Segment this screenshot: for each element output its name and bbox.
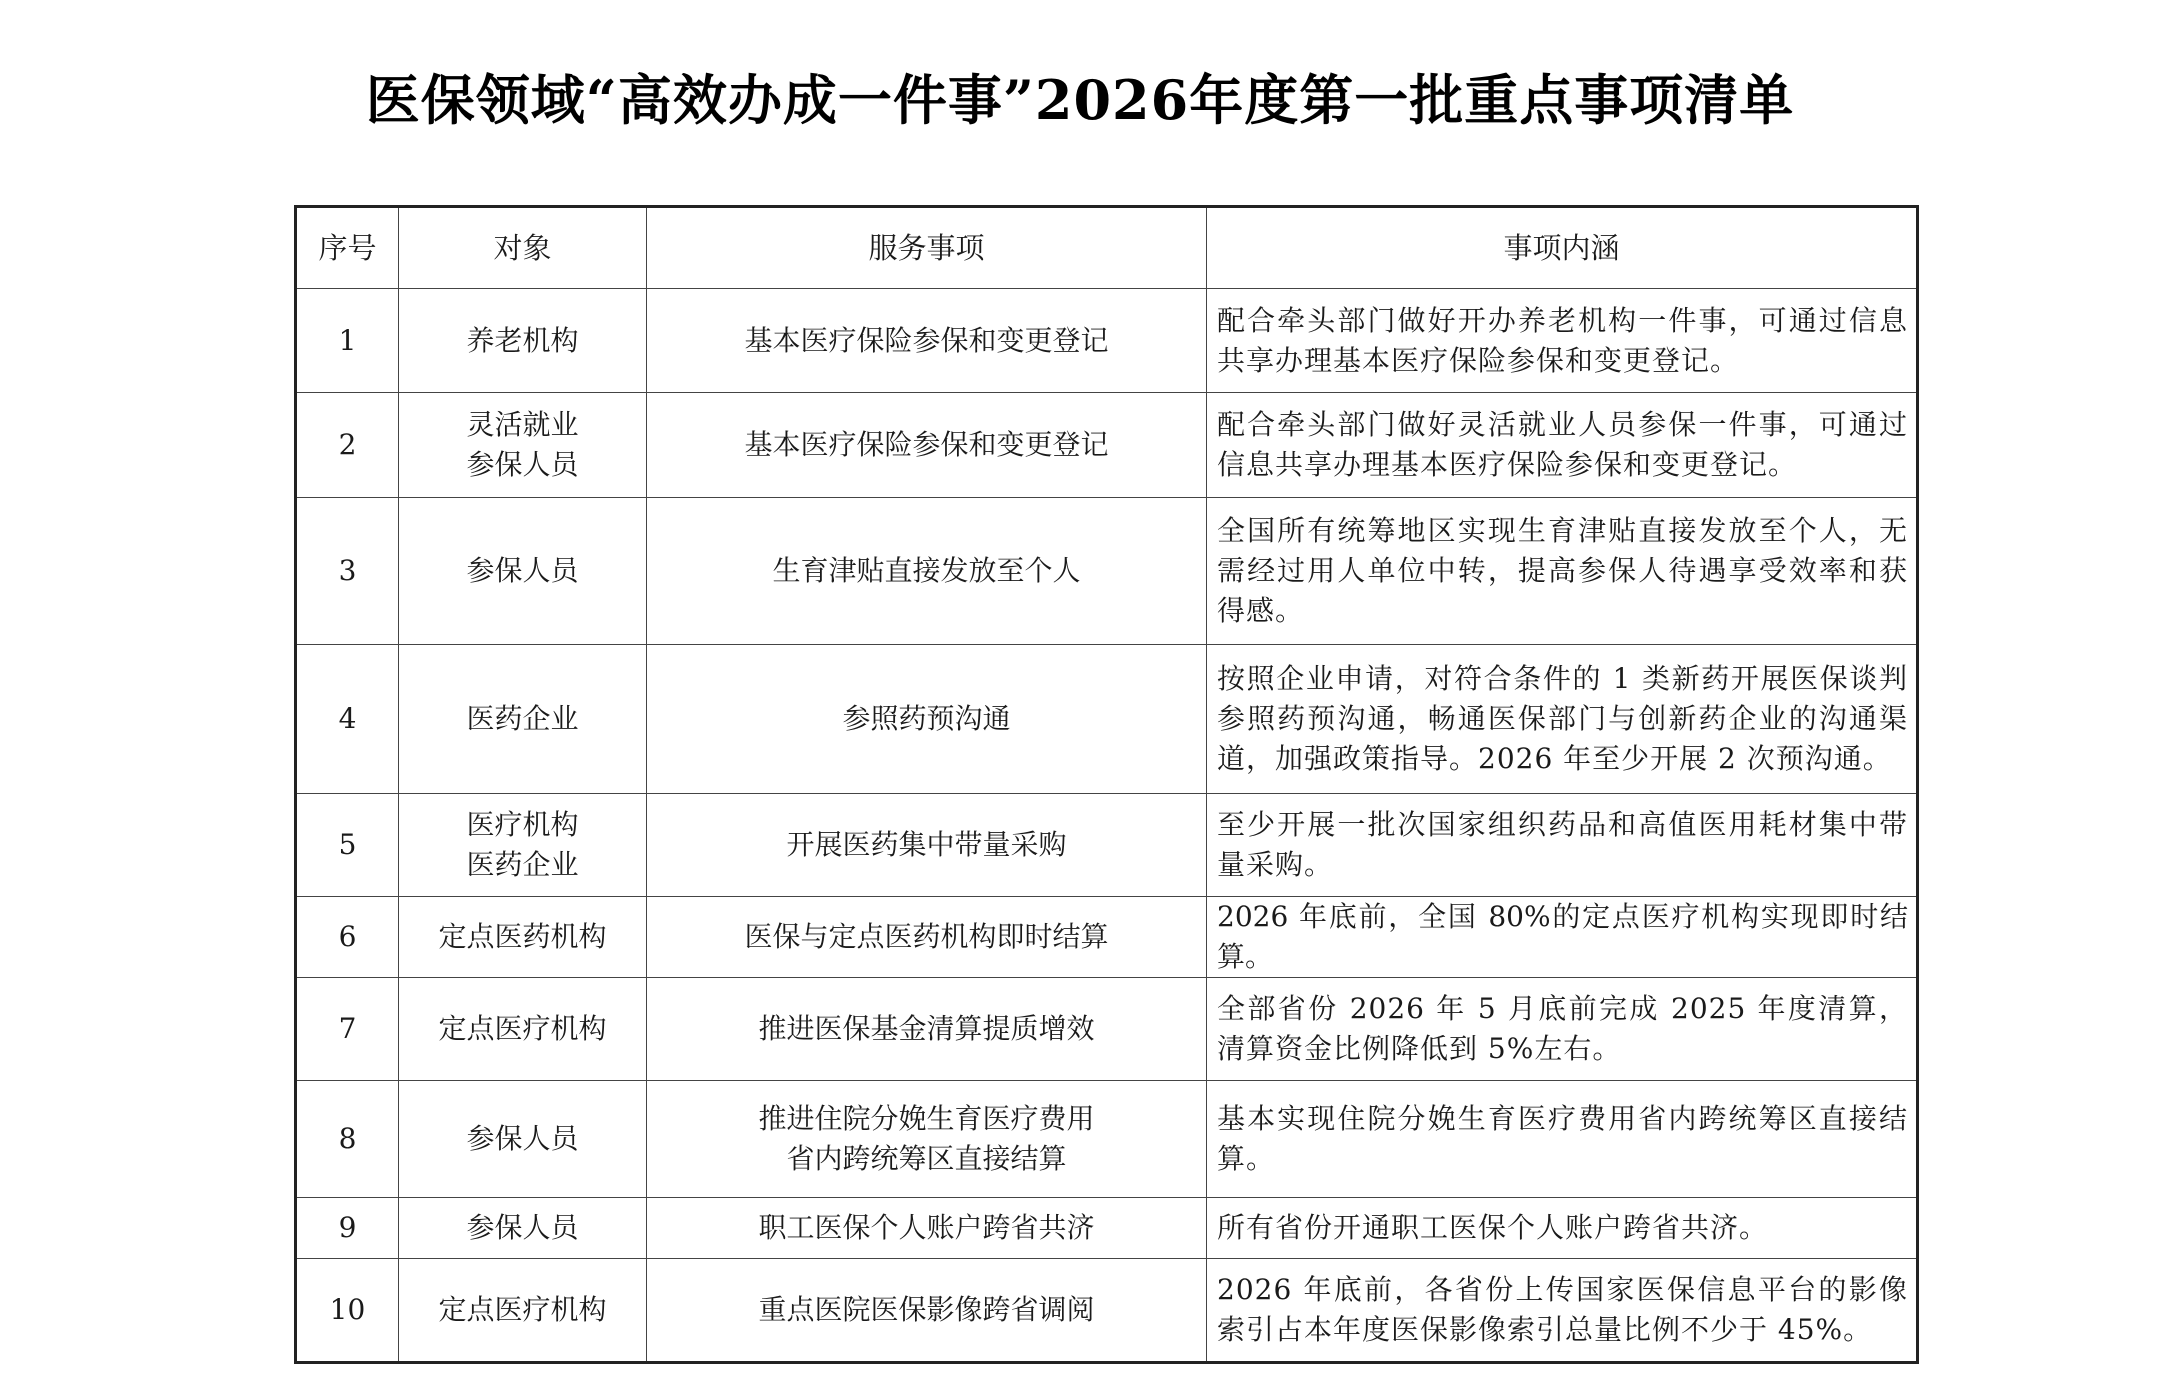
row-index: 2 xyxy=(296,393,399,498)
row-service xyxy=(647,794,1207,897)
row-service-line: 医保与定点医药机构即时结算 xyxy=(744,920,1109,953)
row-index: 3 xyxy=(296,498,399,645)
row-target xyxy=(399,1259,647,1363)
row-service xyxy=(647,1259,1207,1363)
header-content: 事项内涵 xyxy=(1207,207,1918,289)
row-target-line: 参保人员 xyxy=(466,448,579,481)
header-service: 服务事项 xyxy=(647,207,1207,289)
row-content: 基本实现住院分娩生育医疗费用省内跨统筹区直接结算。 xyxy=(1207,1081,1918,1198)
table-row xyxy=(296,645,1918,794)
row-target xyxy=(399,393,647,498)
row-service-line: 基本医疗保险参保和变更登记 xyxy=(744,323,1109,357)
table-row xyxy=(296,498,1918,645)
row-index: 8 xyxy=(296,1081,399,1198)
row-target-line: 参保人员 xyxy=(466,554,579,587)
row-index: 7 xyxy=(296,978,399,1081)
row-content: 全部省份 2026 年 5 月底前完成 2025 年度清算，清算资金比例降低到 5%左右。 xyxy=(1207,978,1918,1081)
row-content: 配合牵头部门做好开办养老机构一件事，可通过信息共享办理基本医疗保险参保和变更登记。 xyxy=(1207,289,1918,393)
row-content: 按照企业申请，对符合条件的 1 类新药开展医保谈判参照药预沟通，畅通医保部门与创新药企业的沟通渠道，加强政策指导。2026 年至少开展 2 次预沟通。 xyxy=(1207,645,1918,794)
row-target xyxy=(399,1198,647,1259)
page-title: 医保领域“高效办成一件事”2026年度第一批重点事项清单 xyxy=(365,68,1795,132)
row-service-line: 推进医保基金清算提质增效 xyxy=(758,1012,1095,1045)
row-service xyxy=(647,978,1207,1081)
table-row xyxy=(296,1081,1918,1198)
row-index: 4 xyxy=(296,645,399,794)
table-header-row xyxy=(296,207,1918,289)
row-service-line: 省内跨统筹区直接结算 xyxy=(786,1142,1067,1175)
row-service-line: 基本医疗保险参保和变更登记 xyxy=(744,428,1109,461)
row-target xyxy=(399,289,647,393)
row-target xyxy=(399,645,647,794)
row-content: 2026 年底前，各省份上传国家医保信息平台的影像索引占本年度医保影像索引总量比例不少于 45%。 xyxy=(1207,1259,1918,1363)
table-row xyxy=(296,978,1918,1081)
row-target xyxy=(399,1081,647,1198)
row-target xyxy=(399,978,647,1081)
row-service-line: 开展医药集中带量采购 xyxy=(786,828,1067,861)
table-row xyxy=(296,897,1918,978)
header-target: 对象 xyxy=(399,207,647,289)
row-target-line: 医药企业 xyxy=(466,848,579,881)
row-content: 至少开展一批次国家组织药品和高值医用耗材集中带量采购。 xyxy=(1207,794,1918,897)
row-target-line: 参保人员 xyxy=(466,1122,579,1155)
table-row xyxy=(296,393,1918,498)
table-row xyxy=(296,794,1918,897)
table-row xyxy=(296,1198,1918,1259)
row-target xyxy=(399,897,647,978)
row-service xyxy=(647,393,1207,498)
table-row xyxy=(296,1259,1918,1363)
key-items-table xyxy=(294,205,1919,1364)
row-target xyxy=(399,794,647,897)
row-target-line: 定点医疗机构 xyxy=(438,1012,607,1045)
row-content: 2026 年底前，全国 80%的定点医疗机构实现即时结算。 xyxy=(1207,897,1918,978)
row-index: 5 xyxy=(296,794,399,897)
row-content: 所有省份开通职工医保个人账户跨省共济。 xyxy=(1207,1198,1918,1259)
row-target-line: 医疗机构 xyxy=(466,808,579,841)
row-target-line: 医药企业 xyxy=(466,702,579,735)
row-service-line: 职工医保个人账户跨省共济 xyxy=(758,1211,1095,1244)
row-content: 配合牵头部门做好灵活就业人员参保一件事，可通过信息共享办理基本医疗保险参保和变更登记。 xyxy=(1207,393,1918,498)
row-service xyxy=(647,289,1207,393)
row-service xyxy=(647,897,1207,978)
row-index: 6 xyxy=(296,897,399,978)
row-service-line: 生育津贴直接发放至个人 xyxy=(772,554,1081,587)
row-service-line: 参照药预沟通 xyxy=(842,702,1011,735)
row-target-line: 定点医药机构 xyxy=(438,920,607,953)
row-service xyxy=(647,1081,1207,1198)
row-service xyxy=(647,645,1207,794)
row-content: 全国所有统筹地区实现生育津贴直接发放至个人，无需经过用人单位中转，提高参保人待遇享受效率和获得感。 xyxy=(1207,498,1918,645)
header-index: 序号 xyxy=(296,207,399,289)
row-index: 1 xyxy=(296,289,399,393)
row-service xyxy=(647,1198,1207,1259)
row-target-line: 定点医疗机构 xyxy=(438,1293,607,1326)
row-target xyxy=(399,498,647,645)
table-row xyxy=(296,289,1918,393)
row-service-line: 推进住院分娩生育医疗费用 xyxy=(758,1102,1095,1135)
row-index: 9 xyxy=(296,1198,399,1259)
row-index: 10 xyxy=(296,1259,399,1363)
row-target-line: 参保人员 xyxy=(466,1211,579,1244)
row-service xyxy=(647,498,1207,645)
row-service-line: 重点医院医保影像跨省调阅 xyxy=(758,1293,1095,1326)
row-target-line: 灵活就业 xyxy=(466,408,579,441)
row-target-line: 养老机构 xyxy=(466,323,579,357)
